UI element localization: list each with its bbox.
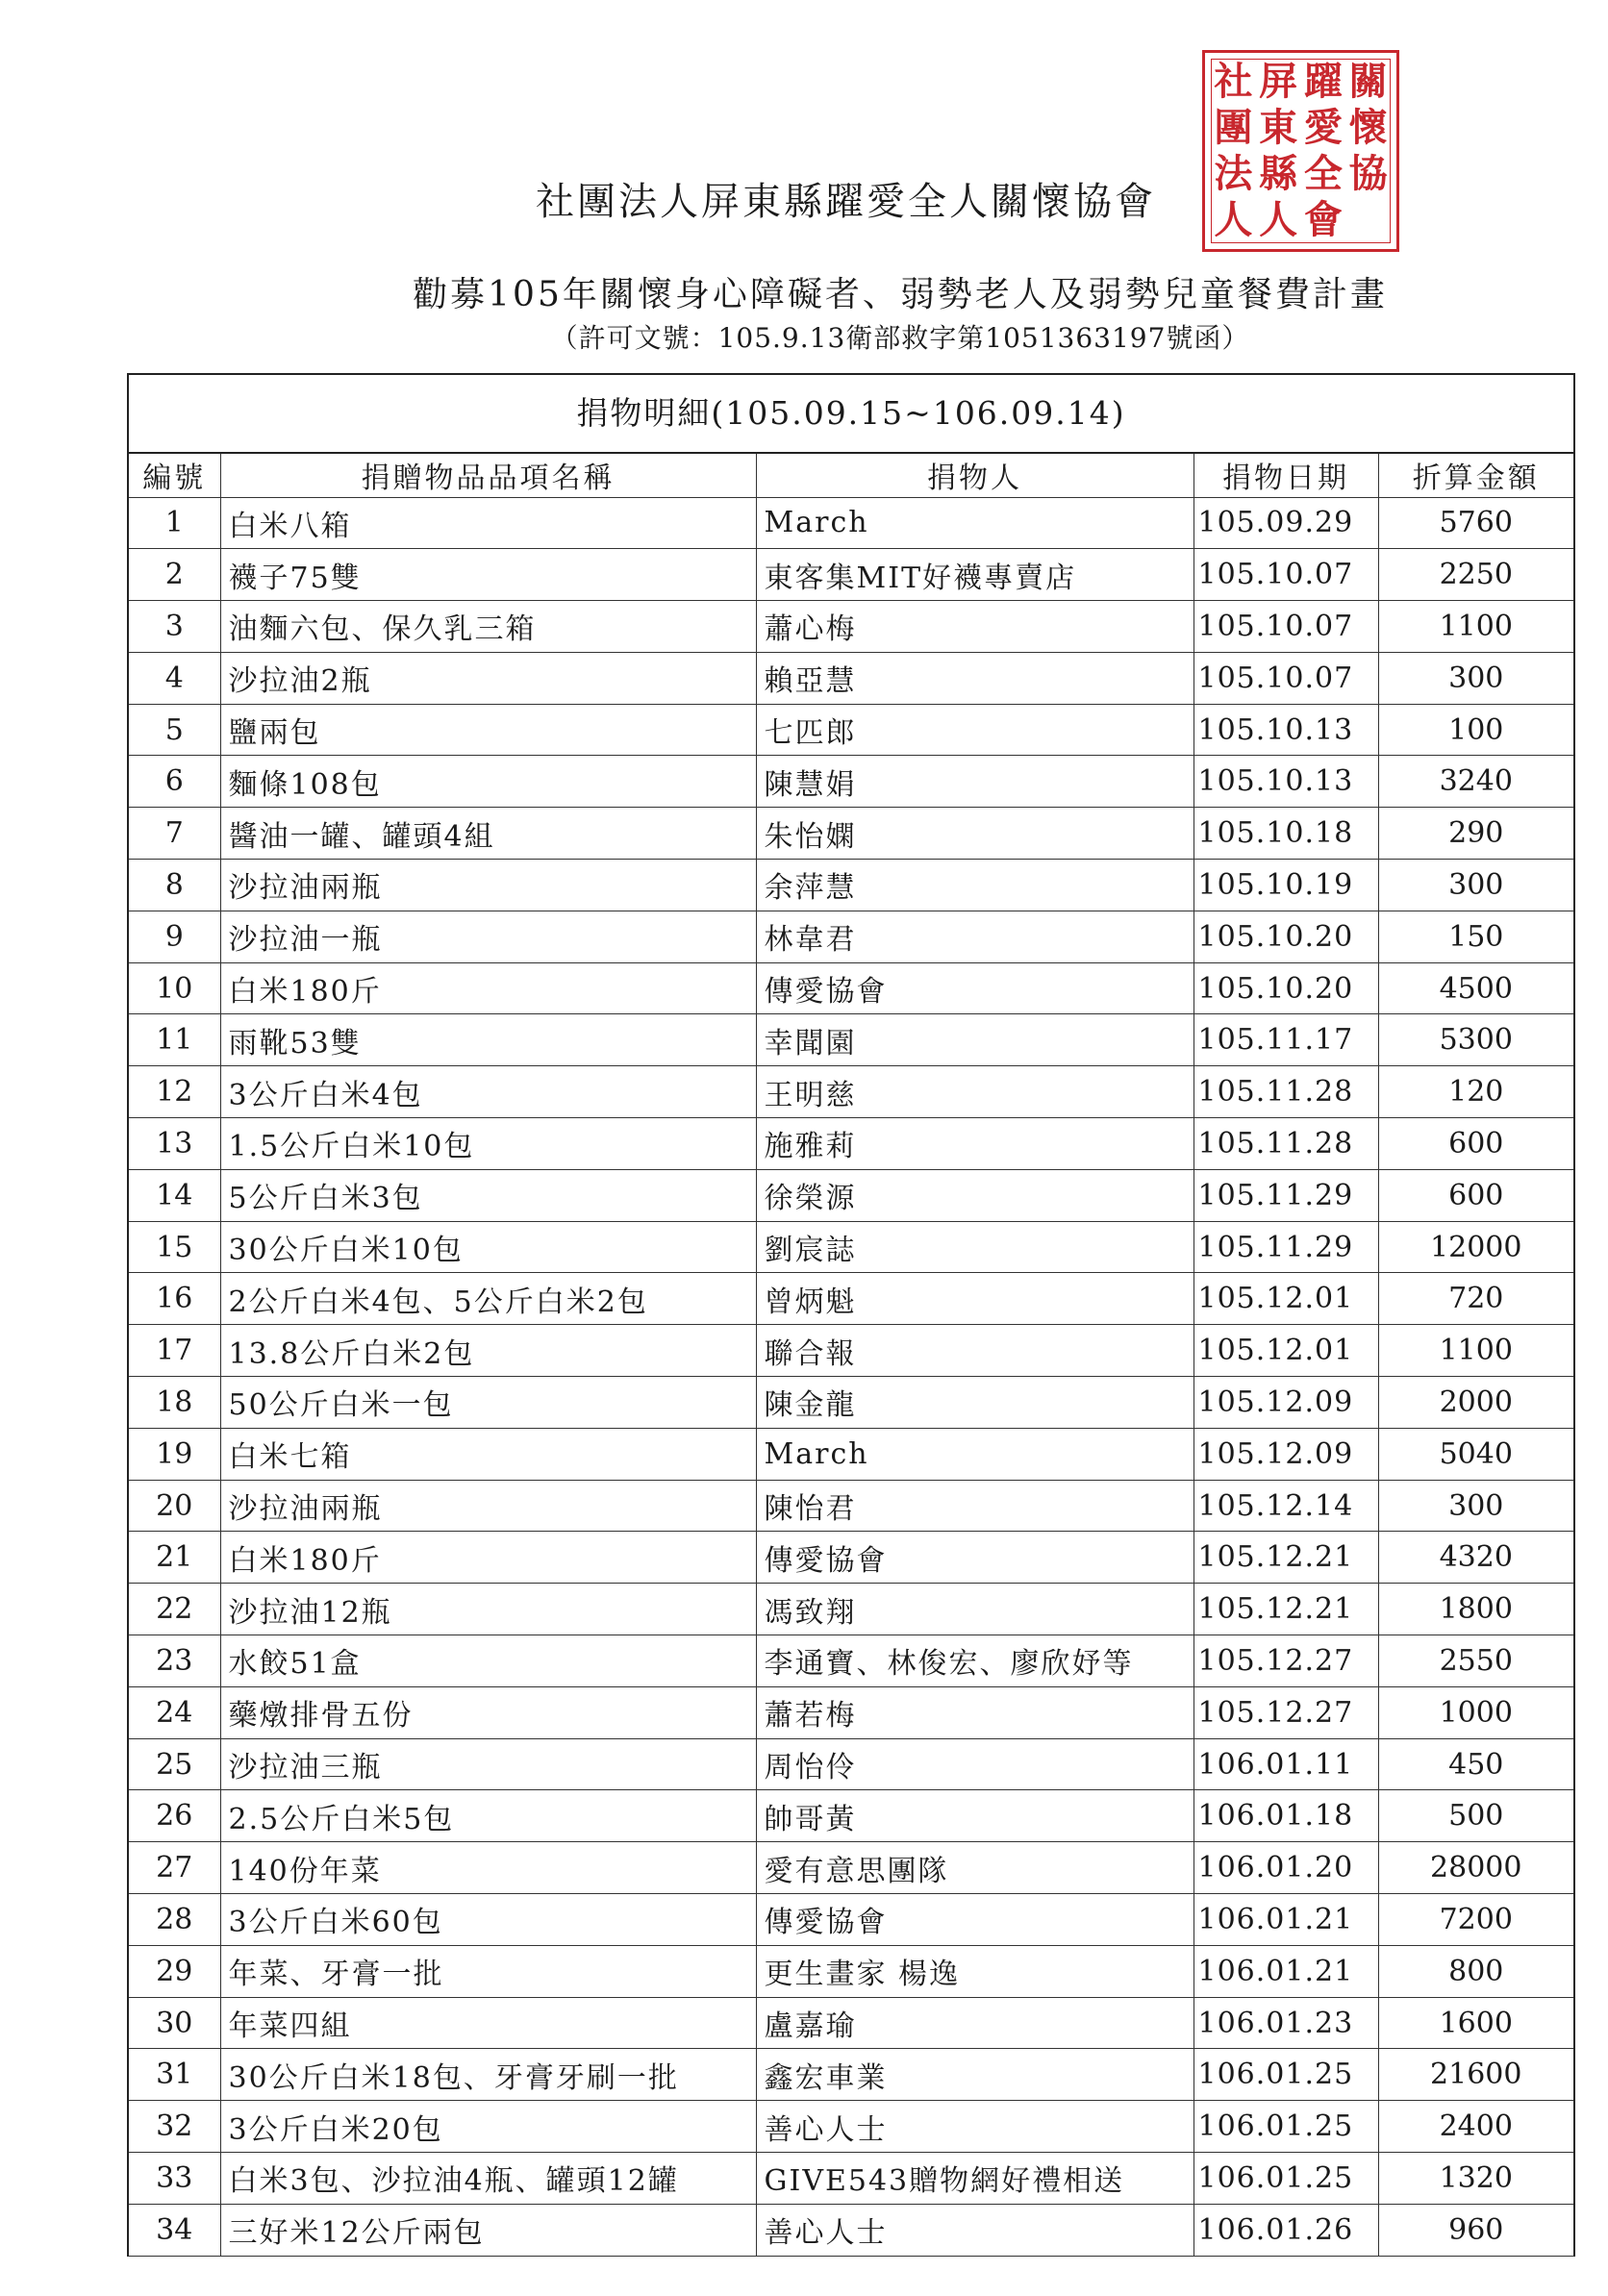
cell-item: 50公斤白米一包 [220, 1377, 756, 1429]
cell-item: 沙拉油一瓶 [220, 911, 756, 962]
table-row [129, 1894, 1573, 1946]
cell-amount: 720 [1378, 1273, 1573, 1325]
cell-no: 20 [129, 1480, 220, 1532]
cell-amount: 120 [1378, 1066, 1573, 1118]
table-row [129, 808, 1573, 860]
cell-item: 2公斤白米4包、5公斤白米2包 [220, 1273, 756, 1325]
seal-glyph: 縣 [1259, 151, 1298, 196]
cell-no: 9 [129, 911, 220, 962]
cell-item: 醬油一罐、罐頭4組 [220, 808, 756, 860]
cell-no: 26 [129, 1790, 220, 1842]
cell-no: 6 [129, 756, 220, 808]
seal-glyph: 躍 [1303, 59, 1343, 104]
table-row [129, 860, 1573, 911]
cell-donor: 愛有意思團隊 [756, 1842, 1193, 1894]
cell-date: 105.12.09 [1193, 1377, 1378, 1429]
cell-item: 3公斤白米20包 [220, 2101, 756, 2153]
seal-glyph: 社 [1214, 59, 1253, 104]
cell-item: 水餃51盒 [220, 1635, 756, 1687]
cell-item: 鹽兩包 [220, 704, 756, 756]
cell-no: 25 [129, 1738, 220, 1790]
cell-amount: 600 [1378, 1169, 1573, 1221]
cell-date: 105.10.18 [1193, 808, 1378, 860]
cell-no: 22 [129, 1584, 220, 1635]
header-no: 編號 [129, 454, 220, 497]
table-row [129, 1014, 1573, 1066]
table-body [129, 497, 1573, 2256]
cell-no: 4 [129, 652, 220, 704]
association-seal-stamp [1202, 50, 1399, 252]
donation-table-container [127, 373, 1575, 2257]
cell-no: 7 [129, 808, 220, 860]
cell-no: 23 [129, 1635, 220, 1687]
table-row [129, 1532, 1573, 1584]
cell-amount: 1600 [1378, 1997, 1573, 2049]
seal-glyph: 團 [1214, 105, 1253, 150]
cell-no: 5 [129, 704, 220, 756]
cell-donor: GIVE543贈物網好禮相送 [756, 2153, 1193, 2205]
table-row [129, 652, 1573, 704]
seal-glyph: 人 [1214, 197, 1253, 242]
seal-glyph: 關 [1348, 59, 1388, 104]
table-row [129, 1066, 1573, 1118]
cell-no: 29 [129, 1945, 220, 1997]
cell-item: 3公斤白米60包 [220, 1894, 756, 1946]
seal-glyph [1345, 197, 1391, 243]
cell-date: 105.12.27 [1193, 1635, 1378, 1687]
cell-donor: 東客集MIT好襪專賣店 [756, 549, 1193, 601]
cell-donor: March [756, 1428, 1193, 1480]
cell-amount: 100 [1378, 704, 1573, 756]
cell-no: 2 [129, 549, 220, 601]
header-item: 捐贈物品品項名稱 [220, 454, 756, 497]
table-row [129, 1738, 1573, 1790]
cell-date: 105.10.19 [1193, 860, 1378, 911]
cell-amount: 2250 [1378, 549, 1573, 601]
cell-amount: 600 [1378, 1118, 1573, 1170]
cell-donor: 陳慧娟 [756, 756, 1193, 808]
cell-amount: 5300 [1378, 1014, 1573, 1066]
cell-donor: 善心人士 [756, 2101, 1193, 2153]
cell-item: 白米3包、沙拉油4瓶、罐頭12罐 [220, 2153, 756, 2205]
cell-item: 年菜四組 [220, 1997, 756, 2049]
cell-item: 3公斤白米4包 [220, 1066, 756, 1118]
cell-item: 沙拉油兩瓶 [220, 860, 756, 911]
cell-donor: 蕭心梅 [756, 601, 1193, 653]
cell-donor: 盧嘉瑜 [756, 1997, 1193, 2049]
cell-date: 105.11.28 [1193, 1118, 1378, 1170]
cell-date: 105.10.13 [1193, 704, 1378, 756]
seal-glyph: 法 [1214, 151, 1253, 196]
cell-amount: 150 [1378, 911, 1573, 962]
cell-date: 105.11.17 [1193, 1014, 1378, 1066]
seal-glyph: 屏 [1259, 59, 1298, 104]
table-row [129, 2049, 1573, 2101]
cell-no: 15 [129, 1221, 220, 1273]
cell-amount: 960 [1378, 2204, 1573, 2256]
organization-title: 社團法人屏東縣躍愛全人關懷協會 [536, 180, 1156, 224]
cell-item: 沙拉油2瓶 [220, 652, 756, 704]
cell-amount: 2400 [1378, 2101, 1573, 2153]
cell-donor: 施雅莉 [756, 1118, 1193, 1170]
cell-no: 8 [129, 860, 220, 911]
cell-date: 105.10.20 [1193, 911, 1378, 962]
cell-donor: 陳怡君 [756, 1480, 1193, 1532]
cell-date: 105.10.07 [1193, 549, 1378, 601]
cell-item: 藥燉排骨五份 [220, 1686, 756, 1738]
cell-date: 106.01.21 [1193, 1945, 1378, 1997]
cell-no: 32 [129, 2101, 220, 2153]
cell-item: 雨靴53雙 [220, 1014, 756, 1066]
cell-date: 106.01.21 [1193, 1894, 1378, 1946]
table-row [129, 1945, 1573, 1997]
cell-item: 白米180斤 [220, 962, 756, 1014]
cell-date: 106.01.25 [1193, 2101, 1378, 2153]
cell-amount: 300 [1378, 1480, 1573, 1532]
cell-date: 105.12.27 [1193, 1686, 1378, 1738]
cell-item: 5公斤白米3包 [220, 1169, 756, 1221]
cell-donor: 帥哥黃 [756, 1790, 1193, 1842]
cell-item: 13.8公斤白米2包 [220, 1325, 756, 1377]
cell-amount: 290 [1378, 808, 1573, 860]
cell-donor: 徐榮源 [756, 1169, 1193, 1221]
cell-donor: 鑫宏車業 [756, 2049, 1193, 2101]
table-row [129, 2101, 1573, 2153]
cell-date: 105.10.07 [1193, 601, 1378, 653]
cell-donor: 賴亞慧 [756, 652, 1193, 704]
cell-item: 沙拉油12瓶 [220, 1584, 756, 1635]
cell-item: 沙拉油兩瓶 [220, 1480, 756, 1532]
cell-donor: 余萍慧 [756, 860, 1193, 911]
cell-no: 16 [129, 1273, 220, 1325]
table-caption: 捐物明細(105.09.15~106.09.14) [129, 375, 1573, 454]
cell-item: 麵條108包 [220, 756, 756, 808]
cell-amount: 5760 [1378, 497, 1573, 549]
cell-donor: 七匹郎 [756, 704, 1193, 756]
cell-date: 105.09.29 [1193, 497, 1378, 549]
cell-no: 19 [129, 1428, 220, 1480]
cell-amount: 5040 [1378, 1428, 1573, 1480]
cell-amount: 1000 [1378, 1686, 1573, 1738]
cell-donor: 陳金龍 [756, 1377, 1193, 1429]
cell-date: 106.01.26 [1193, 2204, 1378, 2256]
seal-glyph: 會 [1303, 197, 1343, 242]
cell-no: 14 [129, 1169, 220, 1221]
table-row [129, 704, 1573, 756]
cell-item: 2.5公斤白米5包 [220, 1790, 756, 1842]
cell-amount: 800 [1378, 1945, 1573, 1997]
cell-date: 105.12.21 [1193, 1584, 1378, 1635]
cell-item: 30公斤白米18包、牙膏牙刷一批 [220, 2049, 756, 2101]
table-row [129, 1790, 1573, 1842]
header-date: 捐物日期 [1193, 454, 1378, 497]
cell-item: 白米八箱 [220, 497, 756, 549]
cell-amount: 500 [1378, 1790, 1573, 1842]
cell-amount: 450 [1378, 1738, 1573, 1790]
cell-item: 白米七箱 [220, 1428, 756, 1480]
cell-amount: 12000 [1378, 1221, 1573, 1273]
cell-no: 10 [129, 962, 220, 1014]
cell-amount: 21600 [1378, 2049, 1573, 2101]
cell-date: 105.12.01 [1193, 1273, 1378, 1325]
cell-no: 18 [129, 1377, 220, 1429]
table-row [129, 1273, 1573, 1325]
cell-donor: 劉宸誌 [756, 1221, 1193, 1273]
cell-date: 106.01.25 [1193, 2153, 1378, 2205]
cell-amount: 2000 [1378, 1377, 1573, 1429]
cell-donor: 更生畫家 楊逸 [756, 1945, 1193, 1997]
cell-no: 31 [129, 2049, 220, 2101]
cell-donor: 蕭若梅 [756, 1686, 1193, 1738]
table-row [129, 497, 1573, 549]
cell-date: 105.10.20 [1193, 962, 1378, 1014]
table-row [129, 1221, 1573, 1273]
table-row [129, 1428, 1573, 1480]
seal-glyph: 協 [1348, 151, 1388, 196]
table-row [129, 1169, 1573, 1221]
cell-amount: 7200 [1378, 1894, 1573, 1946]
table-row [129, 1377, 1573, 1429]
cell-no: 11 [129, 1014, 220, 1066]
table-row [129, 962, 1573, 1014]
cell-donor: 馮致翔 [756, 1584, 1193, 1635]
cell-item: 30公斤白米10包 [220, 1221, 756, 1273]
cell-date: 106.01.25 [1193, 2049, 1378, 2101]
header-donor: 捐物人 [756, 454, 1193, 497]
cell-date: 105.10.13 [1193, 756, 1378, 808]
cell-no: 33 [129, 2153, 220, 2205]
cell-date: 105.12.01 [1193, 1325, 1378, 1377]
cell-donor: 幸聞園 [756, 1014, 1193, 1066]
cell-no: 21 [129, 1532, 220, 1584]
cell-donor: 周怡伶 [756, 1738, 1193, 1790]
table-header-row [129, 454, 1573, 497]
cell-date: 105.12.09 [1193, 1428, 1378, 1480]
cell-donor: 王明慈 [756, 1066, 1193, 1118]
cell-amount: 1800 [1378, 1584, 1573, 1635]
cell-donor: 傳愛協會 [756, 1894, 1193, 1946]
cell-donor: 善心人士 [756, 2204, 1193, 2256]
table-row [129, 1118, 1573, 1170]
table-row [129, 1325, 1573, 1377]
cell-no: 1 [129, 497, 220, 549]
cell-amount: 4320 [1378, 1532, 1573, 1584]
cell-amount: 3240 [1378, 756, 1573, 808]
cell-no: 17 [129, 1325, 220, 1377]
cell-item: 沙拉油三瓶 [220, 1738, 756, 1790]
cell-date: 105.11.29 [1193, 1221, 1378, 1273]
cell-no: 34 [129, 2204, 220, 2256]
cell-no: 30 [129, 1997, 220, 2049]
cell-item: 襪子75雙 [220, 549, 756, 601]
cell-no: 27 [129, 1842, 220, 1894]
table-row [129, 601, 1573, 653]
cell-item: 白米180斤 [220, 1532, 756, 1584]
cell-date: 105.12.21 [1193, 1532, 1378, 1584]
cell-amount: 1100 [1378, 601, 1573, 653]
cell-donor: 李通寶、林俊宏、廖欣妤等 [756, 1635, 1193, 1687]
cell-donor: 曾炳魁 [756, 1273, 1193, 1325]
cell-date: 106.01.11 [1193, 1738, 1378, 1790]
cell-donor: 林韋君 [756, 911, 1193, 962]
cell-donor: 傳愛協會 [756, 962, 1193, 1014]
cell-amount: 1320 [1378, 2153, 1573, 2205]
seal-glyph: 全 [1303, 151, 1343, 196]
cell-date: 106.01.20 [1193, 1842, 1378, 1894]
table-row [129, 549, 1573, 601]
seal-glyph: 東 [1259, 105, 1298, 150]
cell-date: 106.01.23 [1193, 1997, 1378, 2049]
campaign-title: 勸募105年關懷身心障礙者、弱勢老人及弱勢兒童餐費計畫 [413, 275, 1388, 314]
seal-glyph: 人 [1259, 197, 1298, 242]
seal-glyph: 懷 [1348, 105, 1388, 150]
cell-amount: 300 [1378, 860, 1573, 911]
cell-date: 106.01.18 [1193, 1790, 1378, 1842]
cell-donor: 聯合報 [756, 1325, 1193, 1377]
cell-item: 年菜、牙膏一批 [220, 1945, 756, 1997]
table-row [129, 1480, 1573, 1532]
cell-date: 105.10.07 [1193, 652, 1378, 704]
cell-amount: 4500 [1378, 962, 1573, 1014]
cell-amount: 300 [1378, 652, 1573, 704]
cell-no: 3 [129, 601, 220, 653]
permit-number: （許可文號：105.9.13衛部救字第1051363197號函） [550, 322, 1250, 354]
table-row [129, 1842, 1573, 1894]
table-row [129, 756, 1573, 808]
cell-no: 13 [129, 1118, 220, 1170]
cell-item: 油麵六包、保久乳三箱 [220, 601, 756, 653]
table-row [129, 1635, 1573, 1687]
seal-glyph: 愛 [1303, 105, 1343, 150]
table-row [129, 1584, 1573, 1635]
cell-item: 140份年菜 [220, 1842, 756, 1894]
table-row [129, 1686, 1573, 1738]
cell-date: 105.12.14 [1193, 1480, 1378, 1532]
cell-donor: 朱怡嫻 [756, 808, 1193, 860]
cell-item: 1.5公斤白米10包 [220, 1118, 756, 1170]
table-row [129, 1997, 1573, 2049]
cell-amount: 1100 [1378, 1325, 1573, 1377]
cell-no: 12 [129, 1066, 220, 1118]
cell-item: 三好米12公斤兩包 [220, 2204, 756, 2256]
cell-no: 24 [129, 1686, 220, 1738]
cell-date: 105.11.29 [1193, 1169, 1378, 1221]
table-row [129, 2204, 1573, 2256]
donation-table [129, 454, 1573, 2257]
header-amount: 折算金額 [1378, 454, 1573, 497]
cell-donor: 傳愛協會 [756, 1532, 1193, 1584]
table-row [129, 911, 1573, 962]
cell-amount: 2550 [1378, 1635, 1573, 1687]
cell-no: 28 [129, 1894, 220, 1946]
cell-donor: March [756, 497, 1193, 549]
cell-amount: 28000 [1378, 1842, 1573, 1894]
cell-date: 105.11.28 [1193, 1066, 1378, 1118]
table-row [129, 2153, 1573, 2205]
